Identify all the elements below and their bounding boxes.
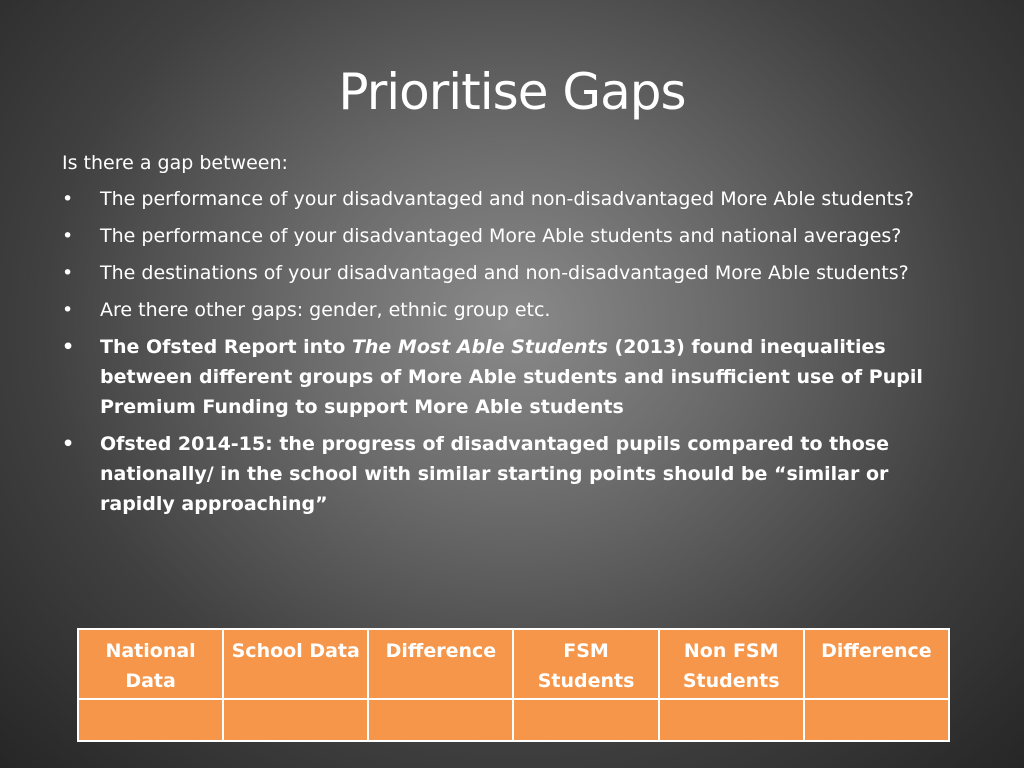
bullet-item (62, 258, 967, 288)
bullet-icon: • (62, 299, 74, 321)
bullet-item-ofsted-report (62, 332, 967, 422)
intro-text: Is there a gap between: (62, 152, 288, 174)
bullet-text: The performance of your disadvantaged and non-disadvantaged More Able students? (100, 188, 915, 210)
bullet-list (62, 184, 967, 519)
table-cell[interactable] (659, 699, 804, 741)
bullet-text: The destinations of your disadvantaged and non-disadvantaged More Able students? (100, 262, 909, 284)
bullet-icon: • (62, 225, 74, 247)
slide-body (62, 148, 967, 526)
table-cell[interactable] (223, 699, 368, 741)
header-fsm-students: FSM Students (513, 629, 658, 699)
header-difference-2: Difference (804, 629, 949, 699)
header-difference: Difference (368, 629, 513, 699)
bullet-item (62, 221, 967, 251)
bullet-text: The performance of your disadvantaged More Able students and national averages? (100, 225, 902, 247)
bullet-text-after: (2013) found inequalities between different groups of More Able students and insufficient use of Pupil Premium Funding to support More Able students (100, 336, 923, 418)
table-cell[interactable] (804, 699, 949, 741)
header-national-data: National Data (78, 629, 223, 699)
table-header-row (78, 629, 949, 699)
header-non-fsm-students: Non FSM Students (659, 629, 804, 699)
table-cell[interactable] (368, 699, 513, 741)
bullet-text: Are there other gaps: gender, ethnic group etc. (100, 299, 551, 321)
slide-title: Prioritise Gaps (338, 63, 686, 121)
bullet-icon: • (62, 336, 75, 358)
gap-data-table (77, 628, 950, 742)
bullet-icon: • (62, 433, 75, 455)
bullet-item (62, 295, 967, 325)
report-title: The Most Able Students (351, 336, 608, 358)
table-cell[interactable] (78, 699, 223, 741)
header-school-data: School Data (223, 629, 368, 699)
bullet-icon: • (62, 188, 74, 210)
table-row (78, 699, 949, 741)
bullet-icon: • (62, 262, 74, 284)
table-cell[interactable] (513, 699, 658, 741)
bullet-text-before: The Ofsted Report into (100, 336, 352, 358)
bullet-text: Ofsted 2014-15: the progress of disadvantaged pupils compared to those nationally/ in the school with similar starting points should be “similar or rapidly approaching” (100, 433, 889, 515)
bullet-item-ofsted-2014 (62, 429, 967, 519)
bullet-item (62, 184, 967, 214)
